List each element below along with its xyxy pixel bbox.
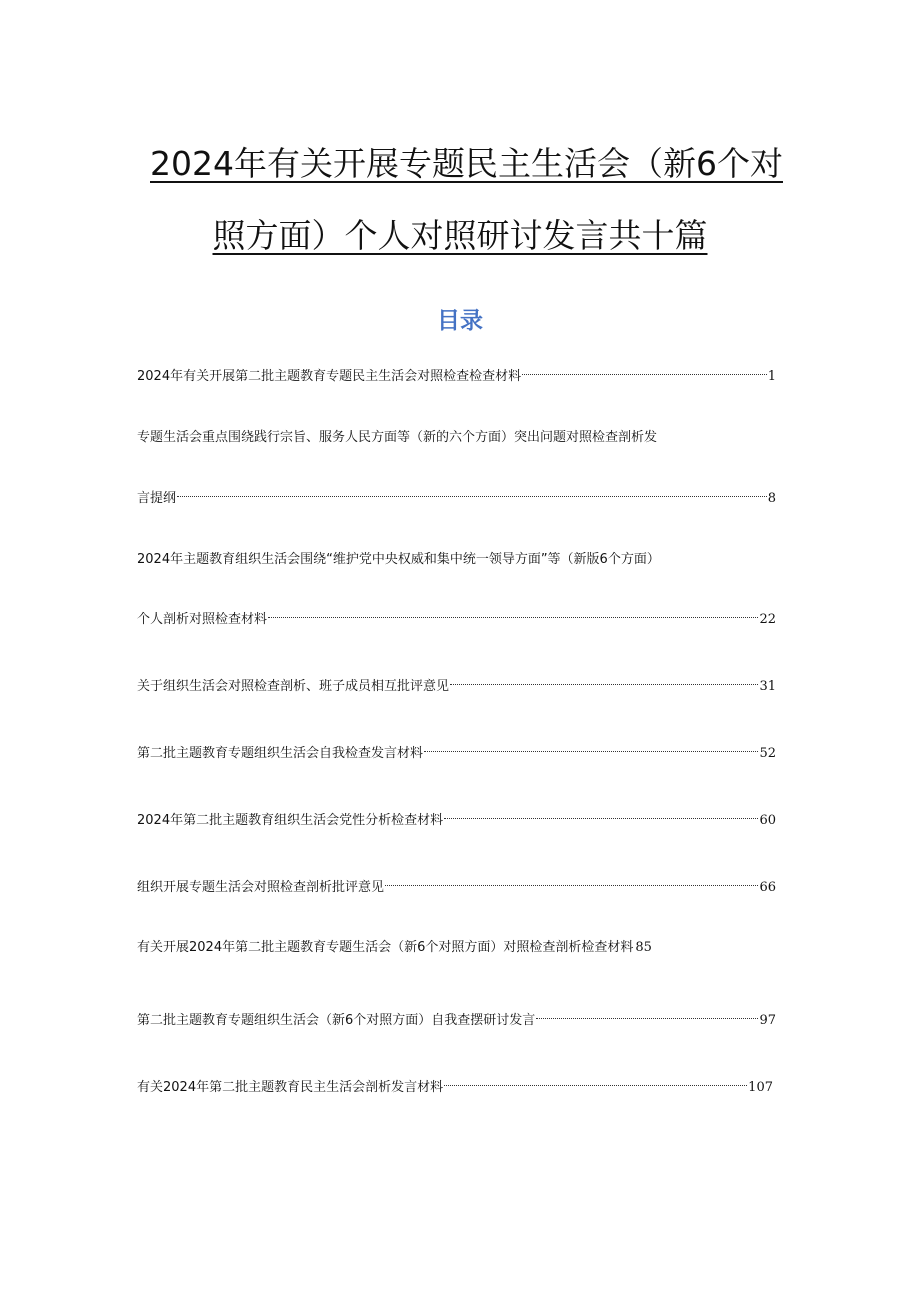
dot-leader	[522, 360, 767, 380]
toc-page-number: 52	[759, 746, 776, 761]
dot-leader	[385, 871, 758, 891]
toc-page-number: 31	[759, 679, 776, 694]
dot-leader	[268, 603, 758, 623]
toc-entry-title: 专题生活会重点围绕践行宗旨、服务人民方面等（新的六个方面）突出问题对照检查剖析发	[137, 430, 658, 445]
toc-entry-5[interactable]	[137, 737, 776, 764]
toc-entry-9[interactable]	[137, 1004, 776, 1031]
toc-page-number: 97	[759, 1013, 776, 1028]
toc-entry-2[interactable]	[137, 482, 776, 509]
toc-entry-2-line-1[interactable]	[137, 428, 657, 448]
toc-page-number: 8	[767, 491, 776, 506]
dot-leader	[536, 1004, 758, 1024]
toc-entry-title: 关于组织生活会对照检查剖析、班子成员相互批评意见	[137, 679, 450, 694]
dot-leader	[444, 1071, 747, 1091]
toc-page-number: 60	[759, 813, 776, 828]
toc-entry-title: 个人剖析对照检查材料	[137, 612, 268, 627]
toc-entry-7[interactable]	[137, 871, 776, 898]
toc-entry-title: 组织开展专题生活会对照检查剖析批评意见	[137, 880, 385, 895]
toc-entry-4[interactable]	[137, 670, 776, 697]
dot-leader	[444, 804, 758, 824]
toc-entry-10[interactable]	[137, 1071, 773, 1098]
toc-page-number: 107	[748, 1080, 773, 1095]
toc-entry-title: 2024年有关开展第二批主题教育专题民主生活会对照检查检查材料	[137, 369, 522, 384]
toc-entry-6[interactable]	[137, 804, 776, 831]
dot-leader	[450, 670, 758, 690]
toc-page-number: 22	[759, 612, 776, 627]
dot-leader	[424, 737, 758, 757]
toc-entry-title: 有关开展2024年第二批主题教育专题生活会（新6个对照方面）对照检查剖析检查材料	[137, 940, 634, 955]
toc-page-number: 1	[767, 369, 776, 384]
toc-entry-title: 言提纲	[137, 491, 177, 506]
toc-entry-8[interactable]	[137, 938, 652, 958]
toc-entry-title: 第二批主题教育专题组织生活会自我检查发言材料	[137, 746, 424, 761]
document-title-line-2: 照方面）个人对照研讨发言共十篇	[212, 216, 708, 255]
toc-page-number: 85	[635, 940, 652, 955]
toc-entry-title: 第二批主题教育专题组织生活会（新6个对照方面）自我查摆研讨发言	[137, 1013, 536, 1028]
toc-entry-title: 有关2024年第二批主题教育民主生活会剖析发言材料	[137, 1080, 444, 1095]
document-title-line-1: 2024年有关开展专题民主生活会（新6个对	[150, 144, 783, 183]
toc-heading: 目录	[437, 308, 483, 334]
toc-entry-title: 2024年主题教育组织生活会围绕“维护党中央权威和集中统一领导方面”等（新版6个方面）	[137, 552, 660, 567]
toc-entry-3-line-1[interactable]	[137, 550, 660, 570]
dot-leader	[177, 482, 767, 502]
toc-entry-title: 2024年第二批主题教育组织生活会党性分析检查材料	[137, 813, 444, 828]
toc-entry-3[interactable]	[137, 603, 776, 630]
toc-entry-1[interactable]	[137, 360, 776, 387]
toc-page-number: 66	[759, 880, 776, 895]
